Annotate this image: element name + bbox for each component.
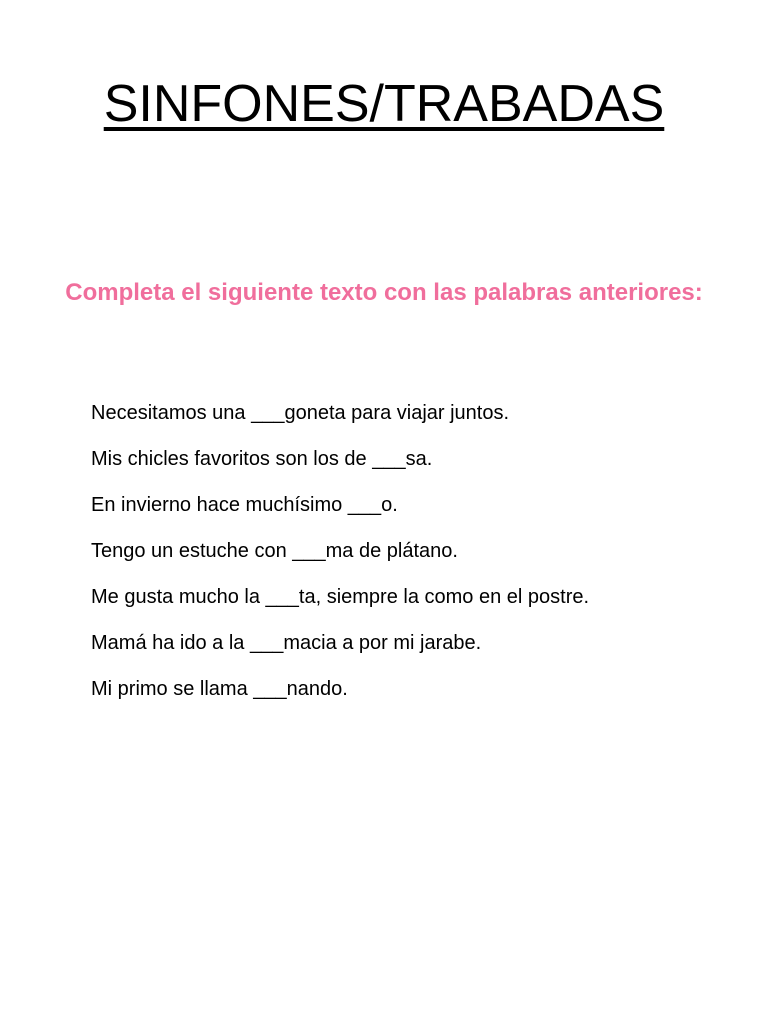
sentence-item: Mis chicles favoritos son los de ___sa. [91,448,433,470]
sentence-item: En invierno hace muchísimo ___o. [91,494,398,516]
sentence-item: Mamá ha ido a la ___macia a por mi jarabe. [91,632,482,654]
instruction-text: Completa el siguiente texto con las palabras anteriores: [65,279,703,306]
sentence-item: Mi primo se llama ___nando. [91,678,348,700]
sentence-list [91,400,751,722]
sentence-item: Tengo un estuche con ___ma de plátano. [91,540,458,562]
page-title: SINFONES/TRABADAS [103,75,665,133]
sentence-item: Me gusta mucho la ___ta, siempre la como en el postre. [91,586,590,608]
sentence-item: Necesitamos una ___goneta para viajar juntos. [91,402,510,424]
